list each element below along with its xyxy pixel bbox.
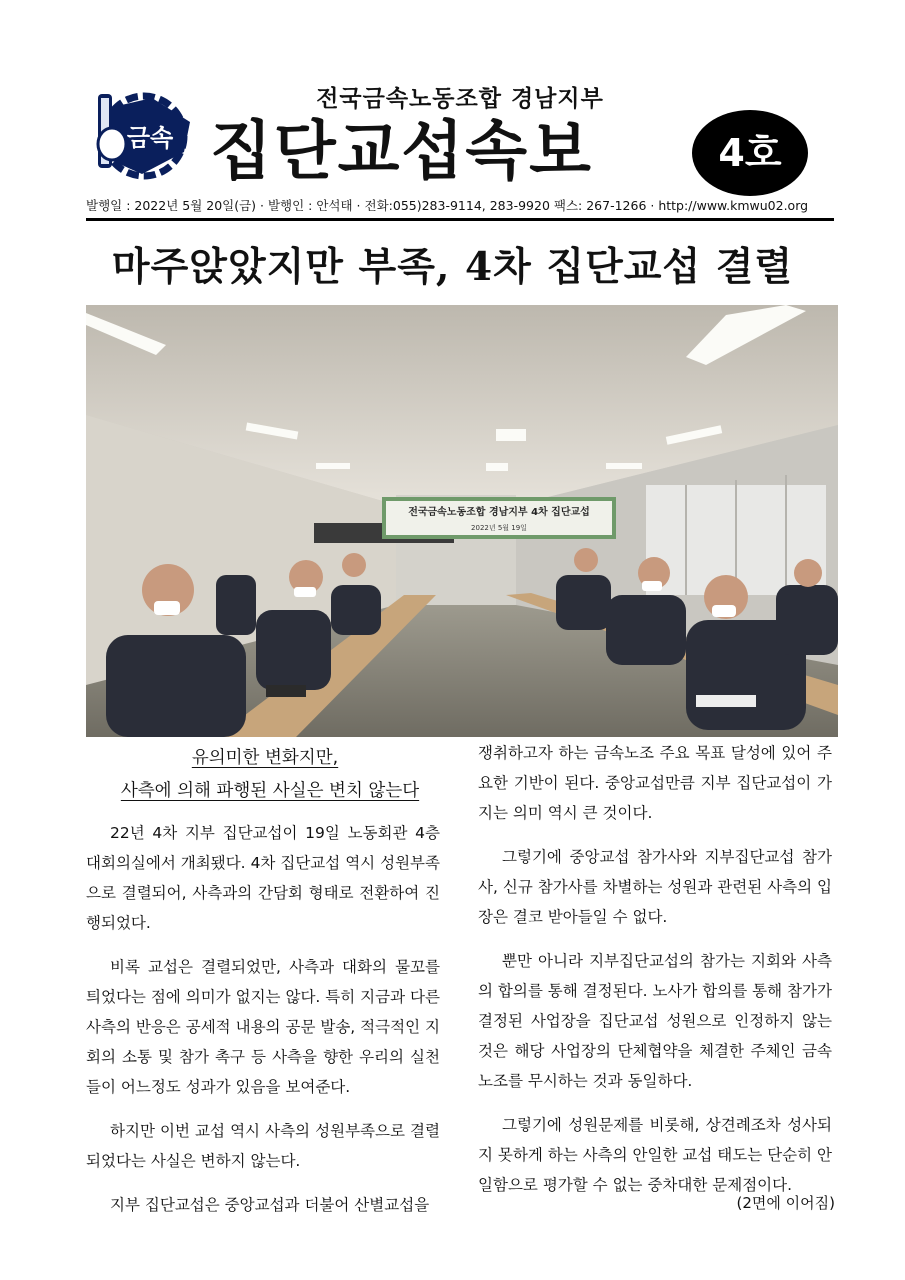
union-logo bbox=[92, 88, 192, 184]
paragraph: 지부 집단교섭은 중앙교섭과 더불어 산별교섭을 bbox=[110, 1196, 430, 1214]
subheading-line-1: 유의미한 변화지만, bbox=[191, 748, 339, 768]
issue-badge: 4호 bbox=[692, 110, 808, 196]
masthead-divider bbox=[86, 218, 834, 221]
banner-date: 2022년 5월 19일 bbox=[471, 524, 527, 532]
paragraph: 비록 교섭은 결렬되었만, 사측과 대화의 물꼬를 틔었다는 점에 의미가 없지는 않다. 특히 지금과 다른 사측의 반응은 공세적 내용의 공문 발송, 적극적인 지회의 소통 및 참가 촉구 등 사측을 향한 우리의 실천들이 어느정도 성과가 있음을 보여준다. bbox=[86, 958, 440, 1096]
continued-note: (2면에 이어짐) bbox=[736, 1194, 835, 1212]
banner-title: 전국금속노동조합 경남지부 4차 집단교섭 bbox=[408, 507, 590, 518]
publication-info: 발행일 : 2022년 5월 20일(금) · 발행인 : 안석태 · 전화:055)283-9114, 283-9920 팩스: 267-1266 · http://www.kmwu02.org bbox=[86, 198, 809, 213]
paragraph: 쟁취하고자 하는 금속노조 주요 목표 달성에 있어 주요한 기반이 된다. 중앙교섭만큼 지부 집단교섭이 가지는 의미 역시 큰 것이다. bbox=[478, 744, 832, 822]
article-left-column bbox=[86, 818, 440, 1234]
paragraph: 하지만 이번 교섭 역시 사측의 성원부족으로 결렬되었다는 사실은 변하지 않는다. bbox=[86, 1122, 440, 1170]
meeting-photo bbox=[86, 305, 838, 737]
paragraph: 그렇기에 성원문제를 비롯해, 상견례조차 성사되지 못하게 하는 사측의 안일한 교섭 태도는 단순히 안일함으로 평가할 수 없는 중차대한 문제점이다. bbox=[478, 1116, 832, 1194]
paragraph: 뿐만 아니라 지부집단교섭의 참가는 지회와 사측의 합의를 통해 결정된다. 노사가 합의를 통해 참가가 결정된 사업장을 집단교섭 성원으로 인정하지 않는 것은 해당 사업장의 단체협약을 체결한 주체인 금속노조를 무시하는 것과 동일하다. bbox=[478, 952, 832, 1090]
paragraph: 22년 4차 지부 집단교섭이 19일 노동회관 4층 대회의실에서 개최됐다. 4차 집단교섭 역시 성원부족으로 결렬되어, 사측과의 간담회 형태로 전환하여 진행되었다. bbox=[86, 824, 440, 932]
logo-text: 금속 bbox=[126, 124, 174, 152]
organization-name: 전국금속노동조합 경남지부 bbox=[316, 85, 604, 112]
subheading-line-2: 사측에 의해 파행된 사실은 변치 않는다 bbox=[120, 781, 420, 801]
article-right-column bbox=[478, 738, 832, 1214]
headline: 마주앉았지만 부족, 4차 집단교섭 결렬 bbox=[111, 244, 794, 290]
newsletter-title: 집단교섭속보 bbox=[210, 115, 593, 189]
paragraph: 그렇기에 중앙교섭 참가사와 지부집단교섭 참가사, 신규 참가사를 차별하는 성원과 관련된 사측의 입장은 결코 받아들일 수 없다. bbox=[478, 848, 832, 926]
